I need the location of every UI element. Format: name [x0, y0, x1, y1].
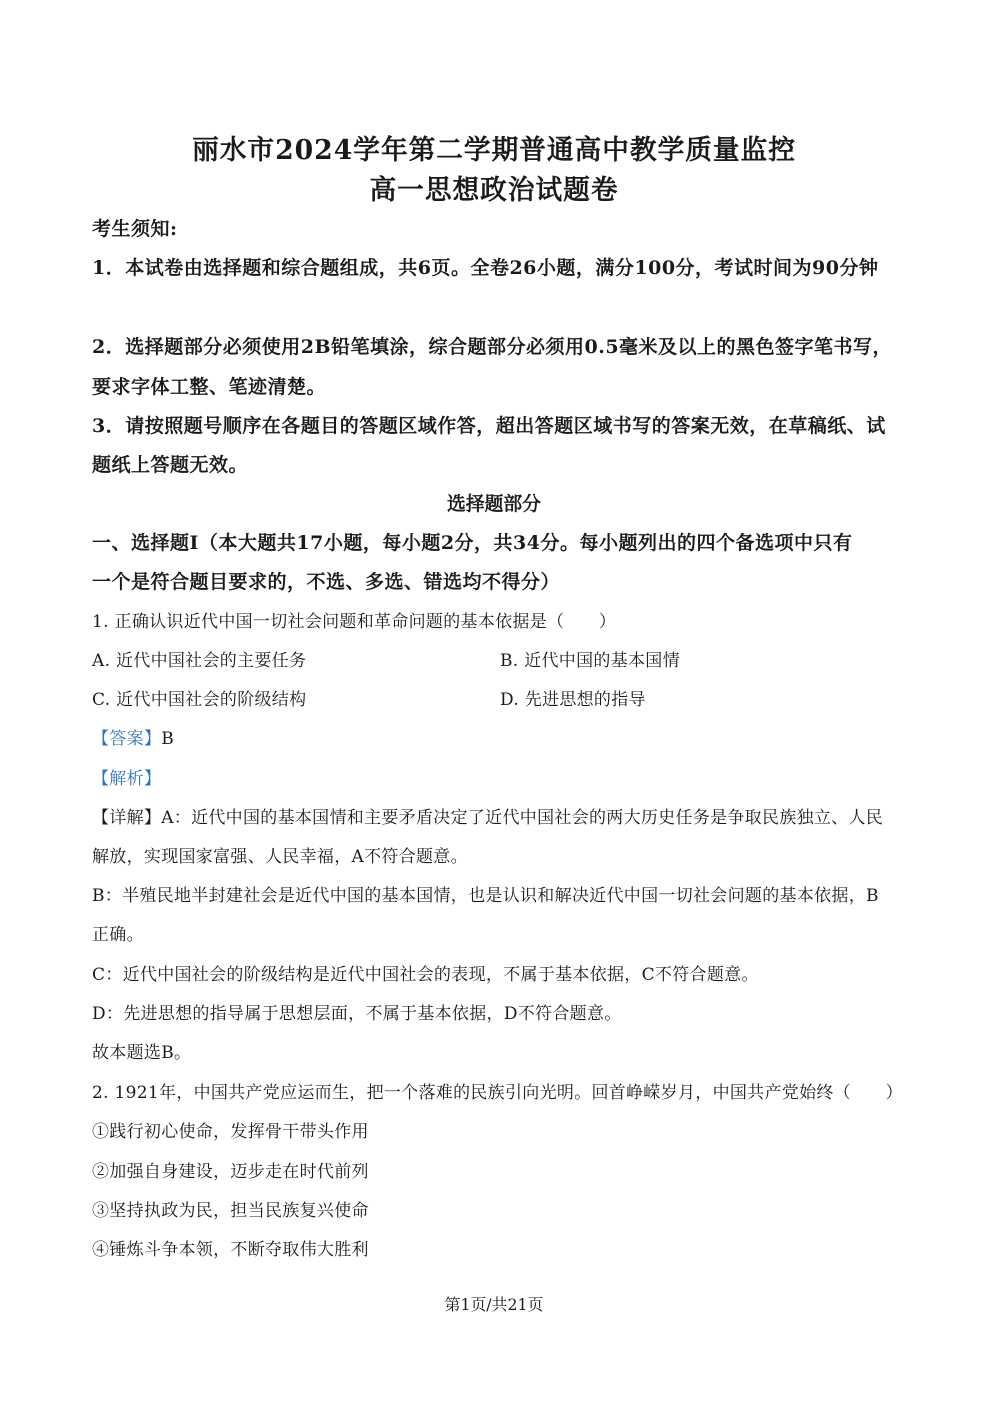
notice-item-3-line-1: 3．请按照题号顺序在各题目的答题区域作答，超出答题区域书写的答案无效，在草稿纸、试 [92, 415, 886, 437]
answer-tag: 【答案】 [92, 729, 162, 749]
q2-item-4: ④锤炼斗争本领，不断夺取伟大胜利 [92, 1240, 369, 1260]
notice-item-2-line-2: 要求字体工整、笔迹清楚。 [92, 376, 327, 398]
title-line-2: 高一思想政治试题卷 [369, 175, 619, 206]
notice-heading: 考生须知: [92, 218, 178, 240]
q1-stem: 1. 正确认识近代中国一切社会问题和革命问题的基本依据是（ ） [92, 612, 617, 632]
q1-option-a: A. 近代中国社会的主要任务 [92, 651, 307, 671]
notice-item-2-line-1: 2．选择题部分必须使用2B铅笔填涂，综合题部分必须用0.5毫米及以上的黑色签字笔书写， [92, 336, 893, 358]
q1-detail-a-line-1 [92, 803, 883, 828]
title-line-1: 丽水市2024学年第二学期普通高中教学质量监控 [192, 135, 796, 166]
q1-detail-d: D：先进思想的指导属于思想层面，不属于基本依据，D不符合题意。 [92, 1004, 622, 1024]
q2-item-1: ①践行初心使命，发挥骨干带头作用 [92, 1122, 369, 1142]
page-footer: 第1页/共21页 [444, 1295, 544, 1314]
detail-a-text: A：近代中国的基本国情和主要矛盾决定了近代中国社会的两大历史任务是争取民族独立、人民 [161, 808, 884, 828]
section-title: 选择题部分 [447, 493, 541, 515]
q2-item-2: ②加强自身建设，迈步走在时代前列 [92, 1162, 369, 1182]
q1-detail-a-line-2: 解放，实现国家富强、人民幸福，A不符合题意。 [92, 847, 468, 867]
q1-detail-b-line-2: 正确。 [92, 925, 144, 945]
notice-item-3-line-2: 题纸上答题无效。 [92, 454, 249, 476]
q1-answer [92, 724, 174, 749]
q1-option-b: B. 近代中国的基本国情 [500, 651, 680, 671]
q1-detail-c: C：近代中国社会的阶级结构是近代中国社会的表现，不属于基本依据，C不符合题意。 [92, 965, 759, 985]
detail-tag: 【详解】 [92, 808, 162, 828]
q1-conclusion: 故本题选B。 [92, 1043, 192, 1063]
notice-item-1: 1．本试卷由选择题和综合题组成，共6页。全卷26小题，满分100分，考试时间为90分钟 [92, 257, 879, 279]
q1-detail-b-line-1: B：半殖民地半封建社会是近代中国的基本国情，也是认识和解决近代中国一切社会问题的基本依据，B [92, 886, 879, 906]
q2-stem: 2. 1921年，中国共产党应运而生，把一个落难的民族引向光明。回首峥嵘岁月，中国共产党始终（ ） [92, 1083, 903, 1103]
answer-value: B [161, 729, 174, 749]
analysis-tag: 【解析】 [92, 769, 162, 789]
q1-option-c: C. 近代中国社会的阶级结构 [92, 690, 307, 710]
part-1-line-2: 一个是符合题目要求的，不选、多选、错选均不得分） [92, 571, 561, 593]
part-1-line-1: 一、选择题Ⅰ（本大题共17小题，每小题2分，共34分。每小题列出的四个备选项中只有 [92, 532, 853, 554]
q2-item-3: ③坚持执政为民，担当民族复兴使命 [92, 1201, 369, 1221]
q1-option-d: D. 先进思想的指导 [500, 690, 646, 710]
